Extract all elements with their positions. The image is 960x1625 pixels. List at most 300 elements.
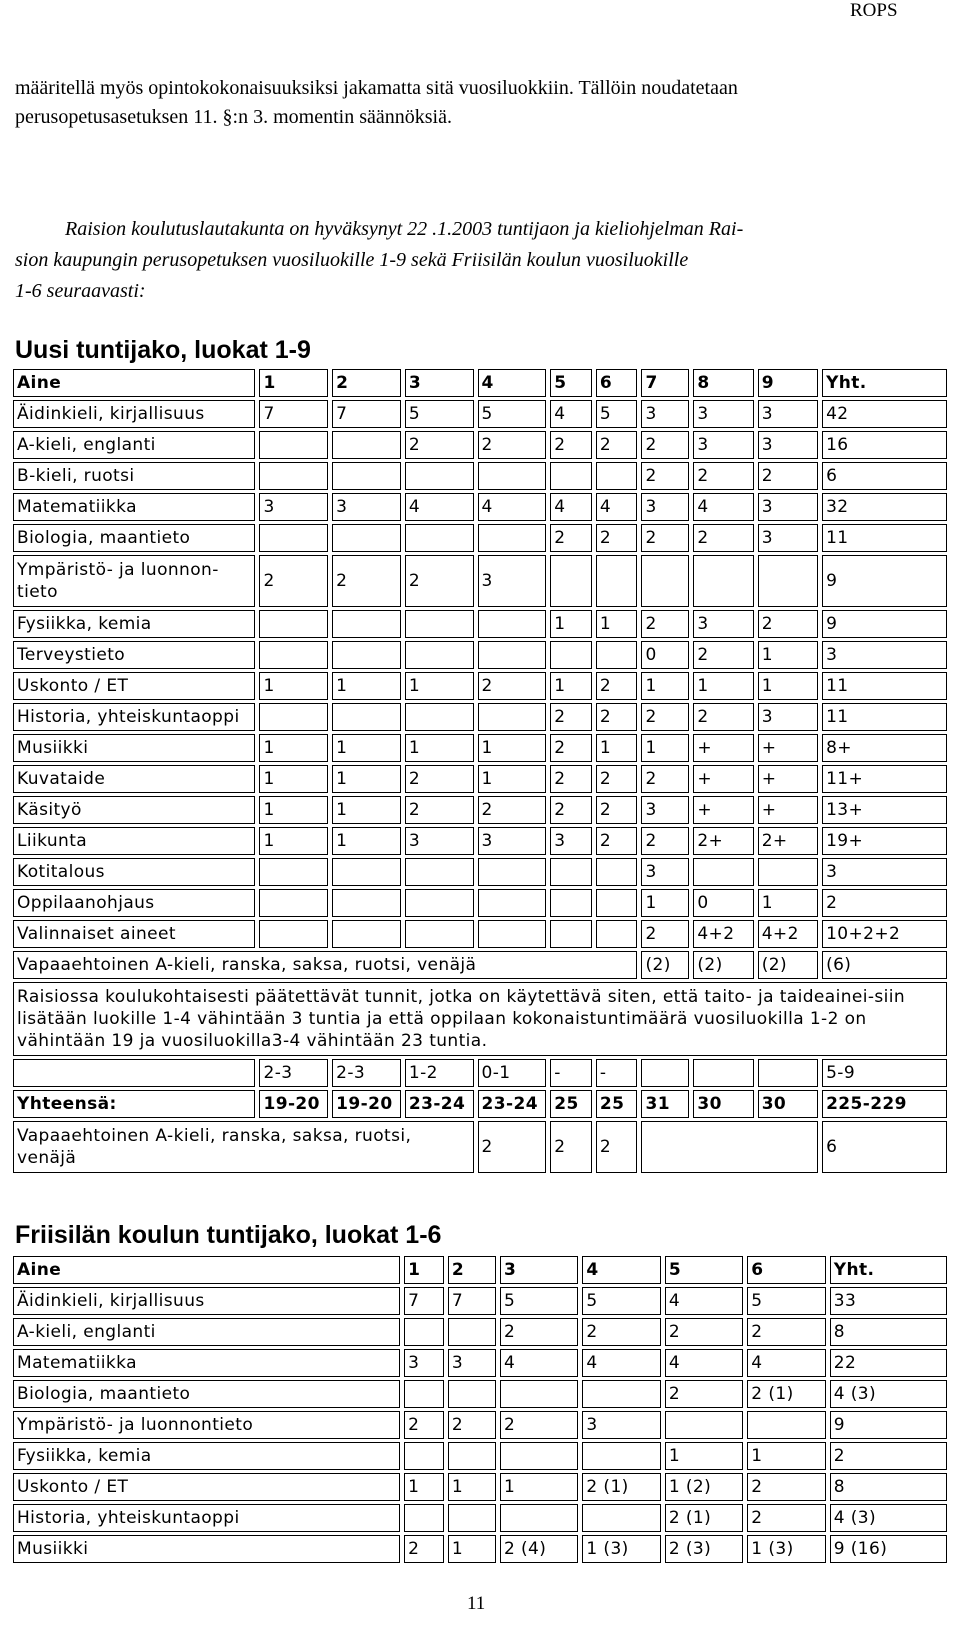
table-cell: 1 xyxy=(550,672,592,700)
table-cell xyxy=(582,1380,660,1408)
table-cell: 1 (3) xyxy=(747,1535,825,1563)
table-cell: 31 xyxy=(641,1090,689,1118)
table-cell: 5 xyxy=(747,1287,825,1315)
table-cell: 11 xyxy=(822,672,947,700)
row-label: Fysiikka, kemia xyxy=(13,1442,400,1470)
table-cell: 1 xyxy=(478,765,547,793)
table-cell: 1 xyxy=(259,765,328,793)
table-cell xyxy=(259,920,328,948)
table-cell: + xyxy=(693,734,753,762)
table-cell xyxy=(259,889,328,917)
table-row xyxy=(13,703,947,731)
table-cell: - xyxy=(596,1059,638,1087)
table-cell: 1 xyxy=(259,369,328,397)
table-cell xyxy=(758,1059,818,1087)
table-cell: 2 xyxy=(596,672,638,700)
header-label: ROPS xyxy=(850,0,898,21)
intro-paragraph xyxy=(15,74,950,132)
row-label: Ympäristö- ja luonnon-tieto xyxy=(13,555,255,607)
table-cell: 4 xyxy=(582,1349,660,1377)
table-cell: 10+2+2 xyxy=(822,920,947,948)
table-cell: 1 xyxy=(478,734,547,762)
table-cell xyxy=(500,1504,578,1532)
table-cell xyxy=(332,462,401,490)
table-cell: (6) xyxy=(822,951,947,979)
table-cell: 2 xyxy=(405,796,474,824)
table-cell xyxy=(550,920,592,948)
table-cell: 2 xyxy=(478,431,547,459)
row-label: Historia, yhteiskuntaoppi xyxy=(13,703,255,731)
table-cell: 2 xyxy=(405,431,474,459)
note-text: Raisiossa koulukohtaisesti päätettävät tunnit, jotka on käytettävä siten, että taito- ja taideainei-siin lisätään luokille 1-4 vähintään 3 tuntia ja että oppilaan kokonaistuntimäärä vuosiluokilla 1-2 on vähintään 19 ja vuosiluokilla3-4 vähintään 23 tuntia. xyxy=(13,982,947,1056)
table2-title: Friisilän koulun tuntijako, luokat 1-6 xyxy=(15,1221,442,1249)
table-cell: 2 xyxy=(405,765,474,793)
table-cell xyxy=(596,920,638,948)
table-cell: 4 xyxy=(582,1256,660,1284)
table-cell xyxy=(693,858,753,886)
row-label: Musiikki xyxy=(13,1535,400,1563)
table-cell xyxy=(478,920,547,948)
page-number: 11 xyxy=(467,1593,486,1614)
table-cell: 1 (2) xyxy=(665,1473,743,1501)
table-cell: 4 xyxy=(596,493,638,521)
table-cell: 1 (3) xyxy=(582,1535,660,1563)
table-row xyxy=(13,493,947,521)
table-cell: 2-3 xyxy=(332,1059,401,1087)
table-row xyxy=(13,1287,947,1315)
table-cell xyxy=(596,889,638,917)
row-label: Uskonto / ET xyxy=(13,672,255,700)
table-cell xyxy=(747,1411,825,1439)
table-cell xyxy=(758,555,818,607)
table-cell: 1 xyxy=(332,796,401,824)
table-cell: 3 xyxy=(758,524,818,552)
table-row xyxy=(13,1349,947,1377)
table-cell: 4 xyxy=(550,493,592,521)
table-cell xyxy=(665,1411,743,1439)
table-cell: 0 xyxy=(641,641,689,669)
table-cell: 9 xyxy=(758,369,818,397)
table-cell: 2 (1) xyxy=(665,1504,743,1532)
table-cell: 1 xyxy=(641,734,689,762)
table-row xyxy=(13,765,947,793)
table-cell xyxy=(405,920,474,948)
table-cell: 2 xyxy=(641,524,689,552)
table-row xyxy=(13,889,947,917)
table-cell: 2 xyxy=(822,889,947,917)
table-cell: 3 xyxy=(550,827,592,855)
table-cell: 32 xyxy=(822,493,947,521)
table-cell: 2 xyxy=(596,524,638,552)
table-cell: Yht. xyxy=(830,1256,947,1284)
table-cell: 2 xyxy=(582,1318,660,1346)
table-row xyxy=(13,641,947,669)
table-cell xyxy=(641,555,689,607)
table-cell: 8 xyxy=(693,369,753,397)
table-cell: 4 xyxy=(405,493,474,521)
total-row xyxy=(13,1090,947,1118)
table-cell: 2 xyxy=(404,1535,444,1563)
table-cell: 225-229 xyxy=(822,1090,947,1118)
row-label: Aine xyxy=(13,369,255,397)
table-cell: 9 (16) xyxy=(830,1535,947,1563)
table-cell xyxy=(550,858,592,886)
table-cell: 19-20 xyxy=(332,1090,401,1118)
table-cell: 0 xyxy=(693,889,753,917)
decision-paragraph xyxy=(15,214,945,307)
table-cell xyxy=(641,1059,689,1087)
table-cell: 4+2 xyxy=(693,920,753,948)
table-cell: 3 xyxy=(405,827,474,855)
intro-line: määritellä myös opintokokonaisuuksiksi jakamatta sitä vuosiluokkiin. Tällöin noudatetaan xyxy=(15,77,738,99)
table-cell: 8 xyxy=(830,1473,947,1501)
row-label: Äidinkieli, kirjallisuus xyxy=(13,400,255,428)
table-cell: 1 xyxy=(758,672,818,700)
row-label: Matematiikka xyxy=(13,493,255,521)
row-label: Terveystieto xyxy=(13,641,255,669)
table-cell: 1 xyxy=(596,610,638,638)
table-cell: 5 xyxy=(405,400,474,428)
table-cell: 16 xyxy=(822,431,947,459)
table-cell: 2 xyxy=(596,827,638,855)
table-cell: 7 xyxy=(332,400,401,428)
table-cell: 3 xyxy=(582,1411,660,1439)
table-cell: 3 xyxy=(332,493,401,521)
table-cell: 2 xyxy=(665,1380,743,1408)
table-cell xyxy=(693,1059,753,1087)
table-cell xyxy=(500,1442,578,1470)
table-cell: 3 xyxy=(448,1349,496,1377)
table-cell xyxy=(478,703,547,731)
table-row xyxy=(13,1380,947,1408)
table-cell: 1 xyxy=(641,672,689,700)
table-cell xyxy=(405,610,474,638)
table-cell: 2 xyxy=(641,703,689,731)
table-cell: 25 xyxy=(550,1090,592,1118)
table-cell xyxy=(478,610,547,638)
table-cell: 1 xyxy=(758,889,818,917)
decision-line: 1-6 seuraavasti: xyxy=(15,280,146,302)
table-cell: 2 xyxy=(693,524,753,552)
table-cell: 3 xyxy=(641,796,689,824)
table-cell: 9 xyxy=(822,555,947,607)
table-row xyxy=(13,796,947,824)
table-cell: 11 xyxy=(822,524,947,552)
table-cell: 25 xyxy=(596,1090,638,1118)
table-cell xyxy=(758,858,818,886)
row-label: Oppilaanohjaus xyxy=(13,889,255,917)
table-row xyxy=(13,1473,947,1501)
table-row xyxy=(13,1411,947,1439)
table-cell xyxy=(404,1380,444,1408)
table-cell: 2 xyxy=(693,462,753,490)
table-cell: 7 xyxy=(259,400,328,428)
timetable-friisila-1-6 xyxy=(9,1253,951,1566)
table-cell: 22 xyxy=(830,1349,947,1377)
table-cell xyxy=(582,1442,660,1470)
table-cell: 6 xyxy=(747,1256,825,1284)
table-cell: 2 (1) xyxy=(582,1473,660,1501)
table-cell: (2) xyxy=(758,951,818,979)
note-row xyxy=(13,982,947,1056)
table-row xyxy=(13,400,947,428)
table-cell: 2 xyxy=(596,431,638,459)
table-cell: 2 xyxy=(747,1504,825,1532)
table-cell: 4 xyxy=(665,1349,743,1377)
table-row xyxy=(13,1442,947,1470)
table-cell: 2 xyxy=(550,431,592,459)
table-cell: 11 xyxy=(822,703,947,731)
table-cell xyxy=(259,462,328,490)
table-cell: 2 xyxy=(747,1473,825,1501)
table-cell xyxy=(332,431,401,459)
row-label: Biologia, maantieto xyxy=(13,524,255,552)
table-cell xyxy=(596,555,638,607)
table-cell: 3 xyxy=(405,369,474,397)
table-cell xyxy=(332,641,401,669)
intro-line: perusopetusasetuksen 11. §:n 3. momentin säännöksiä. xyxy=(15,106,452,128)
table-cell: 1 xyxy=(332,672,401,700)
table-cell: 1 xyxy=(332,827,401,855)
table-cell: 2 xyxy=(550,734,592,762)
table-row xyxy=(13,858,947,886)
table-cell: 2 xyxy=(478,796,547,824)
table-cell xyxy=(404,1318,444,1346)
table-cell: + xyxy=(758,765,818,793)
table-cell xyxy=(259,431,328,459)
table-cell: + xyxy=(758,796,818,824)
table-cell xyxy=(332,889,401,917)
table-cell: 3 xyxy=(404,1349,444,1377)
table-cell: 4 xyxy=(550,400,592,428)
table-cell xyxy=(478,524,547,552)
table-cell: 1-2 xyxy=(405,1059,474,1087)
table-cell: 3 xyxy=(822,641,947,669)
row-label: Kotitalous xyxy=(13,858,255,886)
row-label: Kuvataide xyxy=(13,765,255,793)
row-label: Aine xyxy=(13,1256,400,1284)
table-cell: 3 xyxy=(822,858,947,886)
table-cell: 1 xyxy=(641,889,689,917)
table-cell: 42 xyxy=(822,400,947,428)
row-label: A-kieli, englanti xyxy=(13,431,255,459)
table-cell: 2 xyxy=(448,1256,496,1284)
table-cell: 1 xyxy=(404,1256,444,1284)
table-cell: 1 xyxy=(405,672,474,700)
table-cell: 2 xyxy=(641,431,689,459)
table-cell: 13+ xyxy=(822,796,947,824)
table-cell: 1 xyxy=(758,641,818,669)
table-cell xyxy=(582,1504,660,1532)
table-cell: 2-3 xyxy=(259,1059,328,1087)
table-cell: 3 xyxy=(641,858,689,886)
table-cell: 4 xyxy=(693,493,753,521)
table-cell: 2 (3) xyxy=(665,1535,743,1563)
table-cell: 2 xyxy=(500,1411,578,1439)
table-cell: 5 xyxy=(478,400,547,428)
table-cell: 2 xyxy=(596,703,638,731)
table-cell: (2) xyxy=(641,951,689,979)
table-cell: 3 xyxy=(693,431,753,459)
table-cell: + xyxy=(693,765,753,793)
table-cell xyxy=(404,1442,444,1470)
table-cell: 1 xyxy=(693,672,753,700)
table-cell: 1 xyxy=(259,672,328,700)
table-cell xyxy=(405,858,474,886)
table-cell: 1 xyxy=(259,827,328,855)
table-cell xyxy=(259,703,328,731)
table-cell: 5 xyxy=(665,1256,743,1284)
table-cell: 33 xyxy=(830,1287,947,1315)
table-cell: 2 xyxy=(332,369,401,397)
table-cell: 2 xyxy=(478,672,547,700)
table-cell xyxy=(448,1318,496,1346)
table-cell: 3 xyxy=(478,827,547,855)
table-row xyxy=(13,1059,947,1087)
table-header-row xyxy=(13,1256,947,1284)
table-row xyxy=(13,431,947,459)
table-cell: 11+ xyxy=(822,765,947,793)
table-cell xyxy=(332,703,401,731)
table-row xyxy=(13,951,947,979)
voluntary-row xyxy=(13,1121,947,1173)
table-cell: 30 xyxy=(693,1090,753,1118)
table-cell: 4 (3) xyxy=(830,1504,947,1532)
table-cell: 2 xyxy=(550,796,592,824)
table-cell: 9 xyxy=(830,1411,947,1439)
table-row xyxy=(13,827,947,855)
table-cell: 2 xyxy=(550,1121,592,1173)
row-label xyxy=(13,1059,255,1087)
table-cell: 6 xyxy=(822,1121,947,1173)
table-cell xyxy=(478,858,547,886)
table-cell: 4+2 xyxy=(758,920,818,948)
table-cell: 2 xyxy=(830,1442,947,1470)
table-cell: 2 xyxy=(550,765,592,793)
table-row xyxy=(13,734,947,762)
table-cell: 2 xyxy=(478,1121,547,1173)
table-cell xyxy=(478,641,547,669)
table-cell: 1 xyxy=(500,1473,578,1501)
table-cell: 2 xyxy=(596,1121,638,1173)
table-cell: 3 xyxy=(641,493,689,521)
table-cell xyxy=(259,858,328,886)
table-cell: 8+ xyxy=(822,734,947,762)
table-cell: 19-20 xyxy=(259,1090,328,1118)
table-cell: 2 xyxy=(665,1318,743,1346)
table-cell: + xyxy=(758,734,818,762)
table-cell xyxy=(550,889,592,917)
table-cell xyxy=(405,641,474,669)
table-cell: 7 xyxy=(448,1287,496,1315)
row-label: Yhteensä: xyxy=(13,1090,255,1118)
table-cell xyxy=(448,1380,496,1408)
table-cell: 1 xyxy=(747,1442,825,1470)
table-cell: 2 xyxy=(747,1318,825,1346)
row-label: Uskonto / ET xyxy=(13,1473,400,1501)
table-cell: 23-24 xyxy=(405,1090,474,1118)
table-row xyxy=(13,610,947,638)
table-cell xyxy=(448,1504,496,1532)
row-label: Vapaaehtoinen A-kieli, ranska, saksa, ruotsi, venäjä xyxy=(13,951,637,979)
row-label: Ympäristö- ja luonnontieto xyxy=(13,1411,400,1439)
table-cell: + xyxy=(693,796,753,824)
table-cell xyxy=(332,524,401,552)
row-label: Fysiikka, kemia xyxy=(13,610,255,638)
table-cell: 2+ xyxy=(693,827,753,855)
table-cell: 2 xyxy=(758,610,818,638)
table-cell: 1 xyxy=(332,765,401,793)
table-cell: 1 xyxy=(405,734,474,762)
table-row xyxy=(13,672,947,700)
table-cell: 4 xyxy=(478,493,547,521)
table-cell xyxy=(332,858,401,886)
table-row xyxy=(13,1504,947,1532)
table-cell xyxy=(448,1442,496,1470)
table-cell: 3 xyxy=(693,610,753,638)
table-cell xyxy=(500,1380,578,1408)
table-row xyxy=(13,524,947,552)
row-label: Biologia, maantieto xyxy=(13,1380,400,1408)
table-cell: 2 xyxy=(693,703,753,731)
table-cell: 7 xyxy=(404,1287,444,1315)
table-cell xyxy=(693,555,753,607)
table-cell xyxy=(596,858,638,886)
table-cell: 2 xyxy=(693,641,753,669)
table-cell xyxy=(596,641,638,669)
table-cell: 2 xyxy=(641,920,689,948)
table-cell xyxy=(405,524,474,552)
table-cell: 3 xyxy=(641,400,689,428)
table-cell: 2 xyxy=(641,827,689,855)
decision-line: sion kaupungin perusopetuksen vuosiluokille 1-9 sekä Friisilän koulun vuosiluokille xyxy=(15,249,689,271)
table-cell: 2 xyxy=(550,703,592,731)
table-cell: - xyxy=(550,1059,592,1087)
row-label: Vapaaehtoinen A-kieli, ranska, saksa, ruotsi, venäjä xyxy=(13,1121,474,1173)
table-cell xyxy=(405,889,474,917)
table-cell: 0-1 xyxy=(478,1059,547,1087)
table-cell xyxy=(478,462,547,490)
table-cell: 6 xyxy=(596,369,638,397)
table-cell: 3 xyxy=(758,703,818,731)
decision-line: Raision koulutuslautakunta on hyväksynyt 22 .1.2003 tuntijaon ja kieliohjelman Rai- xyxy=(65,218,744,240)
table-cell: 2 xyxy=(550,524,592,552)
table-cell: 4 (3) xyxy=(830,1380,947,1408)
table-cell: 4 xyxy=(500,1349,578,1377)
table-row xyxy=(13,1318,947,1346)
table-cell: 4 xyxy=(747,1349,825,1377)
table-cell: 4 xyxy=(665,1287,743,1315)
table-cell: 2 xyxy=(500,1318,578,1346)
table-cell: 2 xyxy=(758,462,818,490)
table-cell: 1 xyxy=(448,1473,496,1501)
table-cell: 8 xyxy=(830,1318,947,1346)
table-cell: 2 xyxy=(259,555,328,607)
table-cell xyxy=(405,703,474,731)
row-label: Liikunta xyxy=(13,827,255,855)
row-label: Historia, yhteiskuntaoppi xyxy=(13,1504,400,1532)
table-cell: 9 xyxy=(822,610,947,638)
row-label: Käsityö xyxy=(13,796,255,824)
table-cell: 2 xyxy=(596,765,638,793)
table-cell xyxy=(405,462,474,490)
table-cell: 3 xyxy=(758,493,818,521)
table-cell: 1 xyxy=(596,734,638,762)
table-cell: 4 xyxy=(478,369,547,397)
row-label: Äidinkieli, kirjallisuus xyxy=(13,1287,400,1315)
table-cell: 2 xyxy=(405,555,474,607)
table-cell xyxy=(550,555,592,607)
